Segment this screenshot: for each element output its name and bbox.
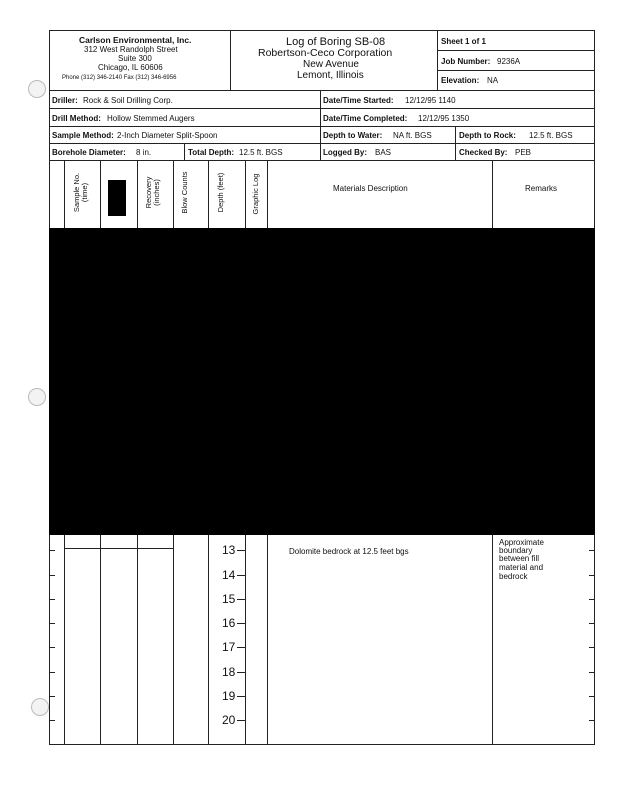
total-depth-value: 12.5 ft. BGS	[239, 148, 283, 157]
date-started-label: Date/Time Started:	[323, 96, 394, 105]
elevation-label: Elevation:	[441, 76, 480, 85]
elevation-value: NA	[487, 76, 499, 85]
company-address-line2: Suite 300	[118, 54, 152, 63]
remarks-line-5: bedrock	[499, 572, 528, 581]
logged-by-label: Logged By:	[323, 148, 367, 157]
column-sample-number: Sample No. (time)	[72, 172, 89, 213]
company-address-line3: Chicago, IL 60606	[98, 63, 163, 72]
depth-label-17: 17	[222, 640, 236, 654]
logged-by-value: BAS	[375, 148, 392, 157]
boring-log-title: Log of Boring SB-08	[286, 36, 386, 48]
borehole-diameter-label: Borehole Diameter:	[52, 148, 126, 157]
borehole-diameter-value: 8 in.	[136, 148, 152, 157]
binder-hole-bottom	[31, 698, 49, 716]
column-depth: Depth (feet)	[216, 172, 225, 213]
job-number-value: 9236A	[497, 57, 521, 66]
company-phone-fax: Phone (312) 346-2140 Fax (312) 346-6956	[62, 75, 177, 81]
depth-label-16: 16	[222, 616, 236, 630]
drill-method-value: Hollow Stemmed Augers	[107, 114, 195, 123]
company-address-line1: 312 West Randolph Street	[84, 45, 178, 54]
binder-hole-middle	[28, 388, 46, 406]
sample-method-label: Sample Method:	[52, 131, 114, 140]
depth-to-rock-label: Depth to Rock:	[459, 131, 516, 140]
checked-by-value: PEB	[515, 148, 532, 157]
remarks-line-4: material and	[499, 563, 544, 572]
remarks-line-3: between fill	[499, 554, 540, 563]
column-blow-counts: Blow Counts	[180, 171, 189, 214]
materials-description-text: Dolomite bedrock at 12.5 feet bgs	[289, 547, 409, 556]
depth-label-14: 14	[222, 568, 236, 582]
date-completed-label: Date/Time Completed:	[323, 114, 408, 123]
client-name: Robertson-Ceco Corporation	[258, 47, 393, 59]
depth-label-18: 18	[222, 665, 236, 679]
total-depth-label: Total Depth:	[188, 148, 235, 157]
column-recovery: Recovery (inches)	[144, 176, 161, 209]
site-city: Lemont, Illinois	[297, 70, 364, 81]
depth-to-water-label: Depth to Water:	[323, 131, 383, 140]
sheet-number: Sheet 1 of 1	[441, 37, 486, 46]
job-number-label: Job Number:	[441, 57, 491, 66]
remarks-line-2: boundary	[499, 546, 533, 555]
driller-label: Driller:	[52, 96, 78, 105]
column-remarks: Remarks	[525, 184, 558, 193]
date-completed-value: 12/12/95 1350	[418, 114, 470, 123]
checked-by-label: Checked By:	[459, 148, 508, 157]
redacted-log-section	[49, 228, 595, 535]
column-materials-description: Materials Description	[333, 184, 408, 193]
driller-value: Rock & Soil Drilling Corp.	[83, 96, 173, 105]
site-street: New Avenue	[303, 59, 359, 70]
sample-method-value: 2-Inch Diameter Split-Spoon	[117, 131, 218, 140]
binder-hole-top	[28, 80, 46, 98]
date-started-value: 12/12/95 1140	[405, 96, 456, 105]
company-name: Carlson Environmental, Inc.	[79, 35, 192, 45]
redacted-column-header	[108, 180, 126, 216]
drill-method-label: Drill Method:	[52, 114, 101, 123]
depth-to-rock-value: 12.5 ft. BGS	[529, 131, 573, 140]
depth-to-water-value: NA ft. BGS	[393, 131, 432, 140]
remarks-line-1: Approximate	[499, 538, 544, 547]
depth-label-15: 15	[222, 592, 236, 606]
depth-label-19: 19	[222, 689, 236, 703]
depth-label-13: 13	[222, 543, 236, 557]
depth-label-20: 20	[222, 713, 236, 727]
column-graphic-log: Graphic Log	[251, 173, 260, 215]
